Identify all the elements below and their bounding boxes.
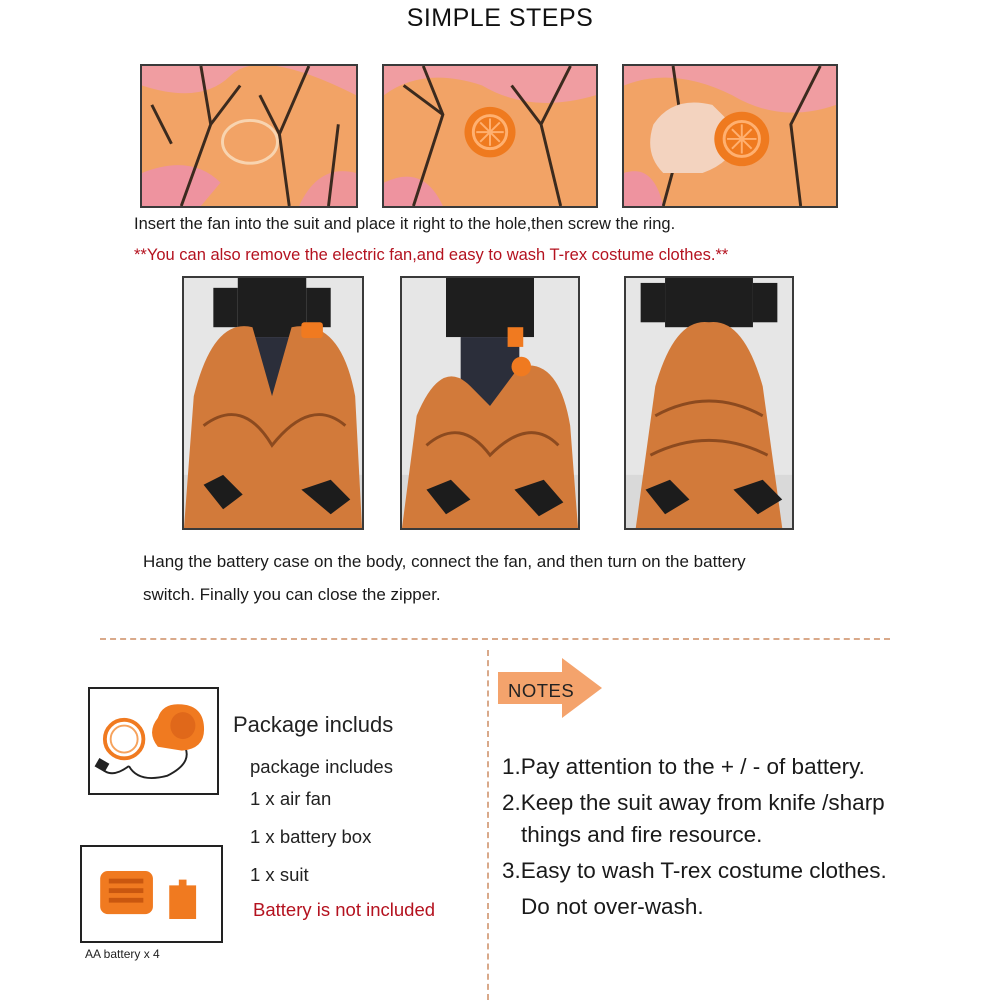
step1-instruction: Insert the fan into the suit and place it right to the hole,then screw the ring. — [134, 215, 676, 233]
photo-suit-hole — [140, 64, 358, 208]
battery-not-included: Battery is not included — [253, 899, 436, 920]
step2-line-a: Hang the battery case on the body, connect the fan, and then turn on the battery — [143, 552, 746, 571]
package-item: 1 x battery box — [250, 826, 372, 847]
battery-product-image — [80, 845, 223, 943]
battery-box-icon — [82, 847, 221, 941]
fan-product-image — [88, 687, 219, 795]
step1-note: **You can also remove the electric fan,and easy to wash T-rex costume clothes.** — [134, 246, 729, 264]
photo-costume-step-3 — [624, 276, 794, 530]
photo-fan-inserted — [382, 64, 598, 208]
package-heading: Package includs — [233, 712, 394, 737]
note-item: 1.Pay attention to the + / - of battery. — [502, 754, 865, 779]
step2-line-b: switch. Finally you can close the zipper. — [143, 585, 441, 604]
note-item: things and fire resource. — [521, 822, 763, 847]
notes-label: NOTES — [508, 680, 575, 701]
step2-instruction — [143, 545, 746, 611]
package-item: 1 x suit — [250, 864, 309, 885]
horizontal-divider — [100, 638, 890, 640]
vertical-divider — [487, 650, 489, 1000]
battery-label: AA battery x 4 — [85, 947, 160, 961]
package-item: 1 x air fan — [250, 788, 332, 809]
note-item: Do not over-wash. — [521, 894, 704, 919]
air-fan-icon — [90, 689, 217, 793]
note-item: 2.Keep the suit away from knife /sharp — [502, 790, 885, 815]
photo-costume-step-2 — [400, 276, 580, 530]
package-item: package includes — [250, 756, 393, 777]
note-item: 3.Easy to wash T-rex costume clothes. — [502, 858, 887, 883]
photo-costume-step-1 — [182, 276, 364, 530]
photo-screw-ring — [622, 64, 838, 208]
page-title: SIMPLE STEPS — [406, 4, 594, 32]
